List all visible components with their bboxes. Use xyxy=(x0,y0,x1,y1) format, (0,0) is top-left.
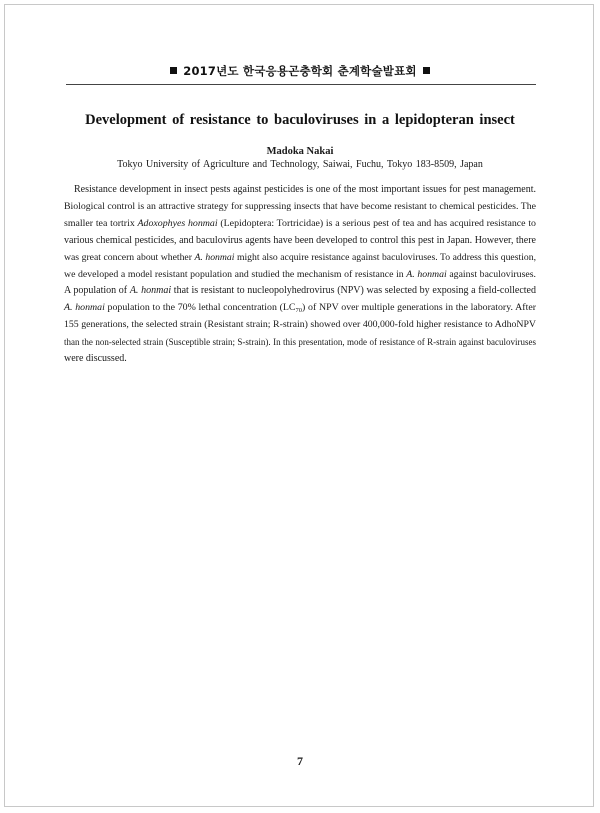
abstract-line: we developed a model resistant population and studied the mechanism of resistance in A. honmai against baculoviruses. xyxy=(64,268,536,280)
abstract-line: A. honmai population to the 70% lethal concentration $(LC_{70})$ of NPV over multiple generations in the laboratory. After xyxy=(64,302,536,315)
paper-title: Development of resistance to baculoviruses in a lepidopteran insect xyxy=(85,112,515,128)
conference-header xyxy=(0,63,600,79)
abstract-line: various chemical pesticides, and baculovirus agents have been developed to control this pest in Japan. However, there xyxy=(64,234,536,246)
page-number: 7 xyxy=(297,754,303,768)
species-name: Adoxophyes honmai xyxy=(137,217,218,229)
abstract-line: smaller tea tortrix Adoxophyes honmai (Lepidoptera: Tortricidae) is a serious pest of tea and has acquired resistance to xyxy=(64,217,536,229)
abstract-line: Biological control is an attractive strategy for suppressing insects that have become resistant to chemical pesticides. The xyxy=(64,200,536,212)
abstract-body xyxy=(64,182,536,368)
square-bullet-icon xyxy=(170,67,177,74)
author-name: Madoka Nakai xyxy=(266,146,334,157)
author-affiliation: Tokyo University of Agriculture and Technology, Saiwai, Fuchu, Tokyo 183-8509, Japan xyxy=(117,159,483,170)
abstract-line: were discussed. xyxy=(64,353,127,365)
species-name: A. honmai xyxy=(406,268,447,280)
lc-subscript: 70 xyxy=(295,307,303,315)
abstract-line: than the non-selected strain (Susceptible strain; S-strain). In this presentation, mode of resistance of R-strain against baculoviruses xyxy=(64,337,536,348)
species-name: A. honmai xyxy=(129,285,172,297)
abstract-line: Resistance development in insect pests against pesticides is one of the most important issues for pest management. xyxy=(74,184,536,195)
abstract-line: A population of A. honmai that is resistant to nucleopolyhedrovirus (NPV) was selected by exposing a field-collected xyxy=(64,285,536,297)
square-bullet-icon xyxy=(423,67,430,74)
abstract-line: 155 generations, the selected strain (Resistant strain; R-strain) showed over 400,000-fold higher resistance to AdhoNPV xyxy=(64,319,536,331)
species-name: A. honmai xyxy=(194,251,235,263)
species-name: A. honmai xyxy=(64,302,105,314)
header-rule xyxy=(66,84,536,85)
abstract-line: was great concern about whether A. honmai might also acquire resistance against baculoviruses. To address this question, xyxy=(64,251,536,263)
conference-title: 2017년도 한국응용곤충학회 춘계학술발표회 xyxy=(183,64,417,78)
